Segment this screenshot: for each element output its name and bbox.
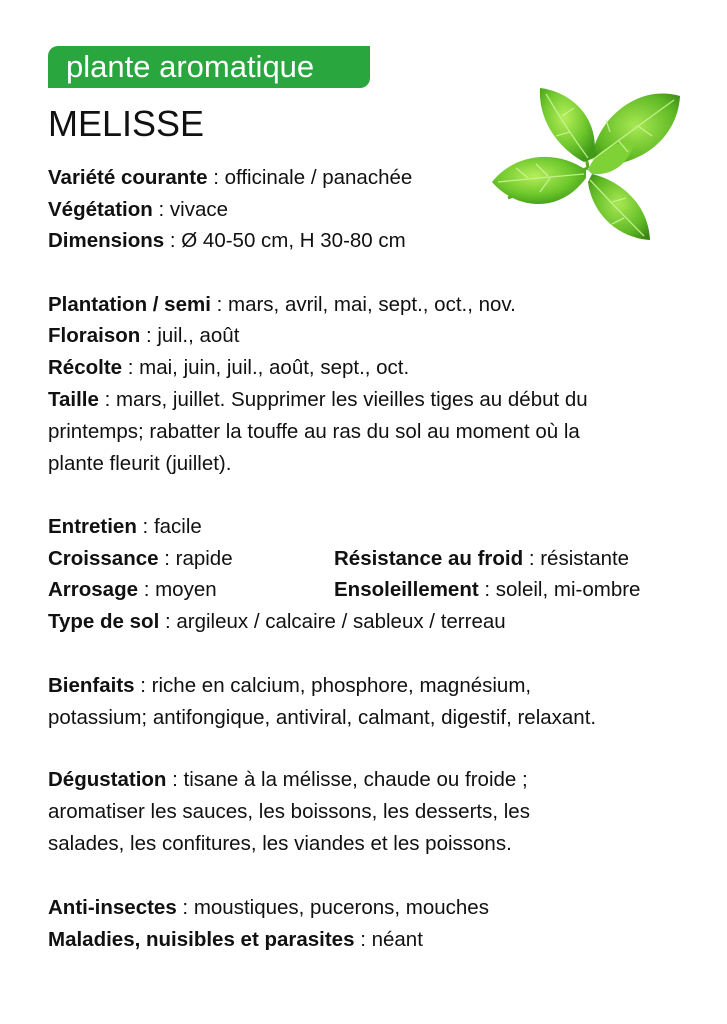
field-degustation-cont-2: salades, les confitures, les viandes et les poissons. xyxy=(48,832,512,855)
field-croissance: Croissance : rapide xyxy=(48,547,233,570)
lemon-balm-leaves-icon xyxy=(488,78,684,246)
field-resistance: Résistance au froid : résistante xyxy=(334,547,630,570)
field-ensoleillement: Ensoleillement : soleil, mi-ombre xyxy=(334,578,641,601)
field-taille-cont-2: plante fleurit (juillet). xyxy=(48,452,232,475)
field-variete: Variété courante : officinale / panachée xyxy=(48,166,413,189)
field-taille-cont-1: printemps; rabatter la touffe au ras du sol au moment où la xyxy=(48,420,580,443)
category-banner: plante aromatique xyxy=(48,46,370,88)
field-arrosage: Arrosage : moyen xyxy=(48,578,217,601)
field-recolte: Récolte : mai, juin, juil., août, sept., oct. xyxy=(48,356,410,379)
field-entretien: Entretien : facile xyxy=(48,515,202,538)
field-taille: Taille : mars, juillet. Supprimer les vieilles tiges au début du xyxy=(48,388,588,411)
field-vegetation: Végétation : vivace xyxy=(48,198,228,221)
field-bienfaits-cont: potassium; antifongique, antiviral, calmant, digestif, relaxant. xyxy=(48,706,597,729)
field-sol: Type de sol : argileux / calcaire / sableux / terreau xyxy=(48,610,506,633)
field-degustation-cont-1: aromatiser les sauces, les boissons, les desserts, les xyxy=(48,800,530,823)
field-floraison: Floraison : juil., août xyxy=(48,324,240,347)
field-bienfaits: Bienfaits : riche en calcium, phosphore, magnésium, xyxy=(48,674,532,697)
field-degustation: Dégustation : tisane à la mélisse, chaude ou froide ; xyxy=(48,768,528,791)
field-dimensions: Dimensions : Ø 40-50 cm, H 30-80 cm xyxy=(48,229,406,252)
plant-title: MELISSE xyxy=(48,103,205,144)
field-maladies: Maladies, nuisibles et parasites : néant xyxy=(48,928,423,951)
field-plantation: Plantation / semi : mars, avril, mai, sept., oct., nov. xyxy=(48,293,516,316)
field-anti-insectes: Anti-insectes : moustiques, pucerons, mouches xyxy=(48,896,489,919)
